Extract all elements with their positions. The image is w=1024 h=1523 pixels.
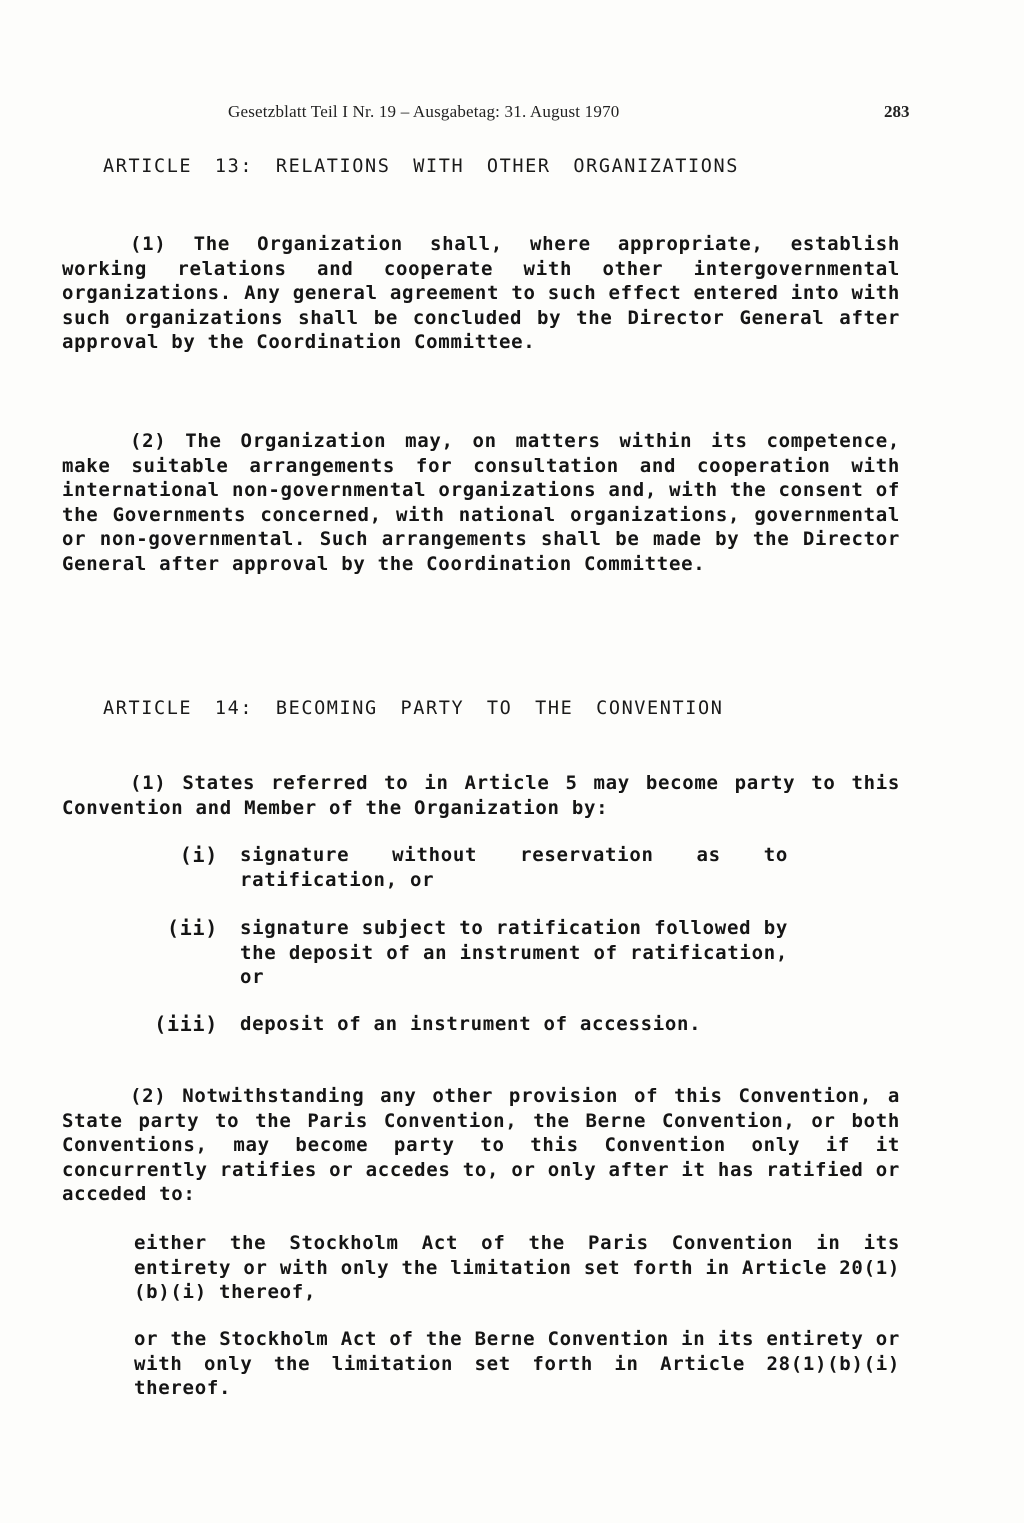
- running-header: Gesetzblatt Teil I Nr. 19 – Ausgabetag: 31. August 1970: [228, 102, 620, 121]
- list-item-number: (i): [179, 843, 218, 867]
- list-item-number: (ii): [167, 916, 218, 940]
- page-number: 283: [884, 102, 910, 121]
- article-13-paragraph-1: [62, 232, 900, 355]
- article-13-paragraph-2: [62, 429, 900, 577]
- article-14-condition-paris: either the Stockholm Act of the Paris Convention in its entirety or with only the limitation set forth in Article 20(1)(b)(i) thereof,: [134, 1232, 900, 1304]
- article-14-paragraph-2-text: (2) Notwithstanding any other provision of this Convention, a State party to the Paris Convention, the Berne Convention, or both Conventions, may become party to this Convention only if it concurrently ratifies or accedes to, or only after it has ratified or acceded to:: [62, 1085, 900, 1206]
- list-item-text: signature subject to ratification followed by the deposit of an instrument of ratification, or: [240, 917, 788, 989]
- article-13-paragraph-1-text: (1) The Organization shall, where appropriate, establish working relations and cooperate with other intergovernmental organizations. Any general agreement to such effect entered into with such organizations shall be concluded by the Director General after approval by the Coordination Committee.: [62, 233, 900, 354]
- list-item-text: signature without reservation as to ratification, or: [240, 844, 788, 891]
- article-14-paragraph-1-text: (1) States referred to in Article 5 may become party to this Convention and Member of the Organization by:: [62, 772, 900, 819]
- list-item-text: deposit of an instrument of accession.: [240, 1013, 702, 1035]
- list-item-number: (iii): [154, 1012, 218, 1036]
- article-14-paragraph-1: [62, 771, 900, 820]
- article-13-heading: ARTICLE 13: RELATIONS WITH OTHER ORGANIZATIONS: [103, 156, 739, 177]
- article-14-paragraph-2: [62, 1084, 900, 1207]
- article-13-paragraph-2-text: (2) The Organization may, on matters within its competence, make suitable arrangements for consultation and cooperation with international non-governmental organizations and, with the consent of the Governments concerned, with national organizations, governmental or non-governmental. Such arrangements shall be made by the Director General after approval by the Coordination Committee.: [62, 430, 900, 575]
- article-14-condition-berne: or the Stockholm Act of the Berne Convention in its entirety or with only the limitation set forth in Article 28(1)(b)(i) thereof.: [134, 1328, 900, 1400]
- article-14-heading: ARTICLE 14: BECOMING PARTY TO THE CONVENTION: [103, 698, 724, 719]
